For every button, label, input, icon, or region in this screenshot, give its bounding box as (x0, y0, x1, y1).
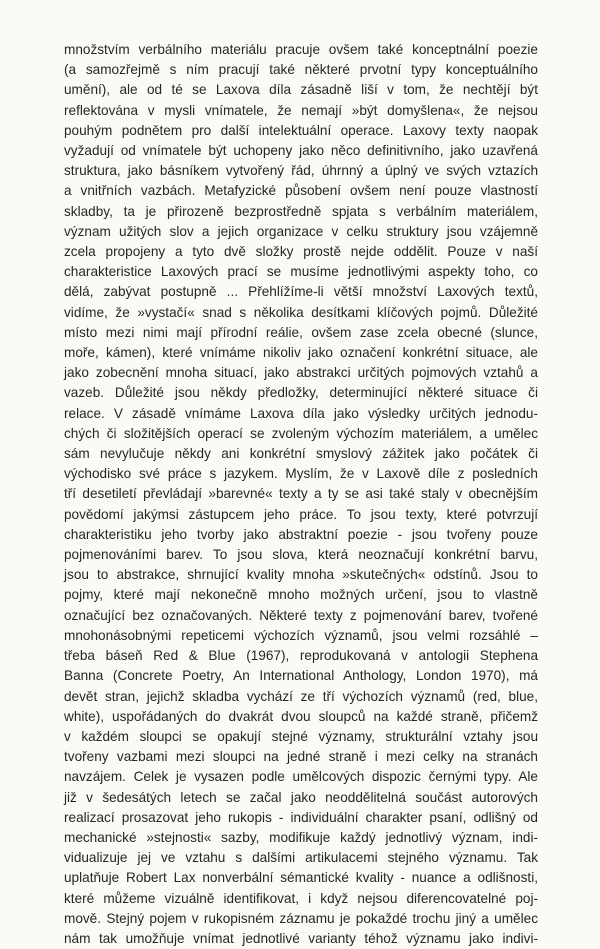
text-line: (a samozřejmě s ním pracují také některé prvotní typy konceptuálního (64, 62, 538, 78)
text-line: třeba báseň Red & Blue (1967), reprodukovaná v antologii Stephena (64, 648, 538, 664)
text-line: označující bez označovaných. Některé texty z pojmenování barev, tvořené (64, 607, 538, 623)
text-line: mnohonásobnými repeticemi výchozích významů, jsou velmi rozsáhlé – (64, 627, 538, 643)
text-line: struktura, jako básníkem vytvořený řád, úhrnný a úplný ve svých vztazích (64, 163, 538, 179)
text-line: vidíme, že »vystačí« snad s několika desítkami klíčových pojmů. Důležité (64, 304, 538, 320)
text-line: východisko své práce s jazykem. Myslím, že v Laxově díle z posledních (64, 466, 538, 482)
text-line: pojmy, které mají nekonečně mnoho možných určení, jsou to vlastně (64, 587, 538, 603)
text-line: chých či složitějších operací se zvoleným výchozím materiálem, a umělec (64, 425, 538, 441)
text-line: uplatňuje Robert Lax nonverbální sémantické kvality - nuance a odlišnosti, (64, 870, 538, 886)
text-line: význam užitých slov a jejich organizace v celku struktury jsou vzájemně (64, 223, 538, 239)
text-line: dělá, zabývat postupně ... Přehlížíme-li větší množství Laxových textů, (64, 284, 538, 300)
text-line: realizací prosazovat jeho rukopis - individuální charakter psaní, odlišný od (64, 809, 538, 825)
text-line: skladby, ta je přirozeně bezprostředně spjata s verbálním materiálem, (64, 203, 538, 219)
text-line: navzájem. Celek je vysazen podle umělcových dispozic černými typy. Ale (64, 769, 538, 785)
text-line: místo mezi nimi mají přírodní reálie, ovšem zase zcela obecné (slunce, (64, 324, 538, 340)
text-line: mově. Stejný pojem v rukopisném záznamu je pokaždé trochu jiný a umělec (64, 910, 538, 926)
text-line: moře, kámen), které vnímáme nikoliv jako označení konkrétní situace, ale (64, 345, 538, 361)
text-line: vazeb. Důležité jsou někdy předložky, determinující některé situace či (64, 385, 538, 401)
text-line: v každém sloupci se opakují stejné významy, strukturální vztahy jsou (64, 728, 538, 744)
text-line: relace. V zásadě vnímáme Laxova díla jako výsledky určitých jednodu- (64, 405, 538, 421)
text-line: white), uspořádaných do dvakrát dvou sloupců na každé straně, přičemž (64, 708, 538, 724)
text-line: tří desetiletí převládají »barevné« texty a ty se asi také staly v obecnějším (64, 486, 538, 502)
text-line: devět stran, jejichž skladba vychází ze tří výchozích významů (red, blue, (64, 688, 538, 704)
text-line: umění), ale od té se Laxova díla zásadně liší v tom, že nechtějí být (64, 82, 538, 98)
text-line: charakteristiku jeho tvorby jako abstraktní poezie - jsou tvořeny pouze (64, 526, 538, 542)
text-line: Banna (Concrete Poetry, An International Anthology, London 1970), má (64, 668, 538, 684)
text-line: reflektována v mysli vnímatele, že nemají »být domyšlena«, že nejsou (64, 102, 538, 118)
text-line: již v šedesátých letech se začal jako neoddělitelná součást autorových (64, 789, 538, 805)
text-line: a vnitřních vazbách. Metafyzické působení ovšem není pouze vlastností (64, 183, 538, 199)
body-text (64, 40, 538, 949)
text-line: charakteristice Laxových prací se musíme jednotlivými aspekty toho, co (64, 264, 538, 280)
text-line: pojmenováními barev. To jsou slova, která neoznačují konkrétní barvu, (64, 547, 538, 563)
text-line: pouhým podnětem pro další intelektuální operace. Laxovy texty naopak (64, 122, 538, 138)
text-line: jsou to abstrakce, shrnující kvality mnoha »skutečných« odstínů. Jsou to (64, 567, 538, 583)
text-line: jako zobecnění mnoha situací, jako abstrakci určitých pojmových vztahů a (64, 365, 538, 381)
text-line: sám nevylučuje někdy ani konkrétní smyslový zážitek jako počátek či (64, 446, 538, 462)
text-line: tvořeny vazbami mezi sloupci na jedné straně i mezi celky na stranách (64, 749, 538, 765)
text-line: zcela propojeny a tyto dvě složky prostě nejde oddělit. Pouze v naší (64, 244, 538, 260)
text-line: vidualizuje jej ve vztahu s dalšími artikulacemi stejného významu. Tak (64, 850, 538, 866)
text-line: nám tak umožňuje vnímat jednotlivé varianty téhož významu jako indivi- (64, 930, 538, 946)
text-line: povědomí jakýmsi zástupcem jeho práce. To jsou texty, které potvrzují (64, 506, 538, 522)
text-line: vyžadují od vnímatele být uchopeny jako něco definitivního, jako uzavřená (64, 143, 538, 159)
text-line: množstvím verbálního materiálu pracuje ovšem také konceptnální poezie (64, 42, 538, 57)
text-line: které můžeme vizuálně identifikovat, i když nejsou diferencovatelné poj- (64, 890, 538, 906)
text-line: mechanické »stejnosti« sazby, modifikuje každý jednotlivý význam, indi- (64, 829, 538, 845)
